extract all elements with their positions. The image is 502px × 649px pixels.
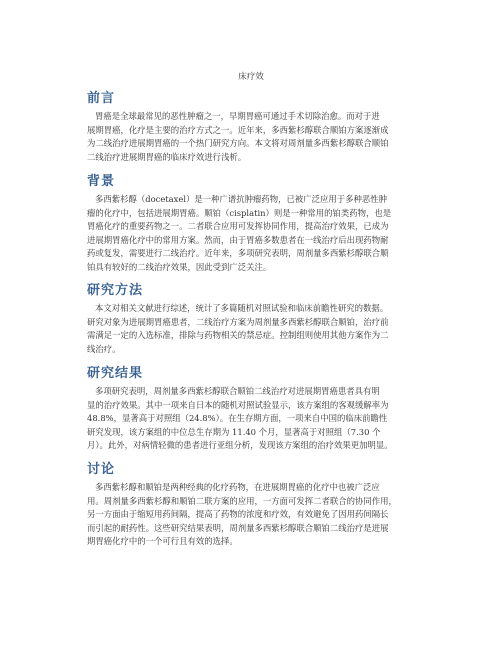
- text-line: 胃癌是全球最常见的恶性肿瘤之一，早期胃癌可通过手术切除治愈。而对于进: [95, 111, 380, 121]
- section-heading-background: 背景: [87, 174, 116, 189]
- text-line: 显的治疗效果。其中一项来自日本的随机对照试验显示，该方案组的客观缓解率为: [87, 399, 389, 410]
- text-line: 线治疗。: [87, 343, 121, 354]
- text-line: 多西紫杉醇和顺铂是两种经典的化疗药物，在进展期胃癌的化疗中也被广泛应: [95, 482, 380, 492]
- text-line: 瘤的化疗中，包括进展期胃癌。顺铂（cisplatin）则是一种常用的铂类药物，也是: [87, 207, 392, 218]
- section-body-results: [87, 385, 417, 453]
- text-line: 48.8%，显著高于对照组（24.8%）。在生存期方面，一项来自中国的临床前瞻性: [87, 413, 388, 424]
- text-line: 月）。此外，对病情轻微的患者进行亚组分析，发现该方案组的治疗效果更加明显。: [87, 440, 393, 451]
- text-line: 多西紫杉醇（docetaxel）是一种广谱抗肿瘤药物，已被广泛应用于多种恶性肿: [95, 194, 388, 204]
- section-body-preface: [87, 110, 417, 164]
- text-line: 为二线治疗进展期胃癌的一个热门研究方向。本文将对周剂量多西紫杉醇联合顺铂: [87, 138, 389, 149]
- section-heading-methods: 研究方法: [87, 283, 144, 298]
- section-heading-results: 研究结果: [87, 366, 144, 381]
- text-line: 本文对相关文献进行综述，统计了多篇随机对照试验和临床前瞻性研究的数据。: [95, 303, 389, 313]
- text-line: 药或复发，需要进行二线治疗。近年来，多项研究表明，周剂量多西紫杉醇联合顺: [87, 248, 389, 259]
- section-body-discussion: [87, 481, 417, 549]
- text-line: 需满足一定的入选标准，排除与药物相关的禁忌症。控制组则使用其他方案作为二: [87, 330, 389, 341]
- text-line: 用。周剂量多西紫杉醇和顺铂二联方案的应用，一方面可发挥二者联合的协同作用，: [87, 495, 397, 506]
- section-body-background: [87, 193, 417, 275]
- section-heading-discussion: 讨论: [87, 462, 116, 477]
- text-line: 胃癌化疗的重要药物之一。二者联合应用可发挥协同作用，提高治疗效果，已成为: [87, 221, 389, 232]
- text-line: 多项研究表明，周剂量多西紫杉醇联合顺铂二线治疗对进展期胃癌患者具有明: [95, 386, 380, 396]
- text-line: 铂具有较好的二线治疗效果，因此受到广泛关注。: [87, 261, 272, 272]
- section-body-methods: [87, 302, 417, 356]
- text-line: 而引起的耐药性。这些研究结果表明，周剂量多西紫杉醇联合顺铂二线治疗是进展: [87, 522, 389, 533]
- text-line: 研究发现，该方案组的中位总生存期为 11.40 个月，显著高于对照组（7.30 个: [87, 426, 381, 437]
- text-line: 展期胃癌，化疗是主要的治疗方式之一。近年来，多西紫杉醇联合顺铂方案逐渐成: [87, 124, 389, 135]
- text-line: 期胃癌化疗中的一个可行且有效的选择。: [87, 536, 238, 547]
- text-line: 进展期胃癌化疗中的常用方案。然而，由于胃癌多数患者在一线治疗后出现药物耐: [87, 234, 389, 245]
- text-line: 二线治疗进展期胃癌的临床疗效进行浅析。: [87, 151, 247, 162]
- page-title: 床疗效: [238, 72, 264, 82]
- section-heading-preface: 前言: [87, 91, 116, 106]
- text-line: 研究对象为进展期胃癌患者，二线治疗方案为周剂量多西紫杉醇联合顺铂，治疗前: [87, 316, 389, 327]
- text-line: 另一方面由于缩短用药间隔，提高了药物的浓度和疗效，有效避免了因用药间隔长: [87, 509, 389, 520]
